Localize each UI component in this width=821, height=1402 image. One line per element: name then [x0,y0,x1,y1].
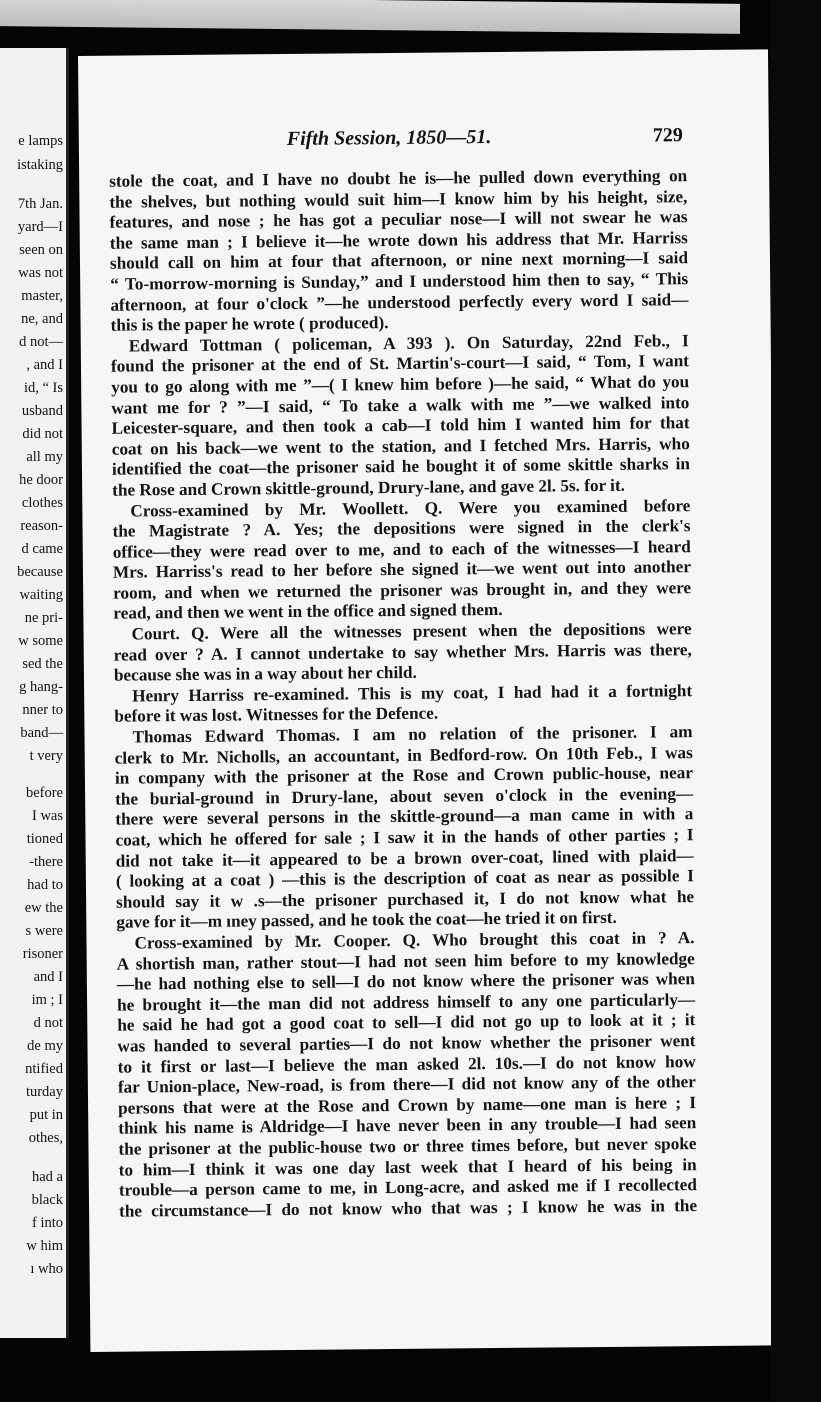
text-line: Leicester-square, and then took a cab—I told him I wanted him for that [111,413,690,438]
page-body [109,166,697,1222]
left-page-line: g hang- [19,679,63,695]
left-page-line: d not— [19,334,63,350]
left-page-line: had a [32,1169,63,1185]
text-line: ( looking at a coat ) —this is the description of coat as near as possible I [115,866,694,891]
left-page-line: all my [26,449,63,465]
left-page-line: black [31,1192,63,1208]
left-page-line: was not [18,265,63,281]
text-line: he said he had got a good coat to sell—I did not go up to look at it ; it [117,1010,696,1036]
text-line: Court. Q. Were all the witnesses present when the depositions were [131,619,692,644]
left-page-line: , and I [26,357,63,373]
left-page-line: reason- [20,518,63,534]
text-line: persons that were at the Rose and Crown by name—one man is here ; I [118,1092,697,1118]
left-page-line: othes, [28,1130,63,1146]
left-page-line: w him [26,1238,63,1254]
text-line: the Magistrate ? A. Yes; the depositions were signed in the clerk's [112,516,691,541]
text-line: should call on him at four that afternoon, or nine next morning—I said [109,248,689,274]
text-line: was handed to several parties—I do not know whether the prisoner went [117,1031,696,1056]
text-line: “ To-morrow-morning is Sunday,” and I understood him then to say, “ This [110,269,689,294]
left-page-line: 7th Jan. [17,196,63,212]
text-line: the Rose and Crown skittle-ground, Drury-lane, and gave 2l. 5s. for it. [112,475,626,500]
left-page-line: ı who [30,1261,63,1277]
text-line: the shelves, but nothing would suit him—I know him by his height, size, [109,186,688,212]
left-page-line: istaking [17,157,63,173]
running-header [79,123,769,150]
left-page-line: -there [29,854,63,870]
text-line: the prisoner at the public-house two or three times before, but never spoke [118,1134,697,1159]
text-line: to it first or last—I believe the man asked 2l. 10s.—I do not know how [117,1051,696,1077]
text-line: read, and then we went in the office and signed them. [113,600,503,624]
left-page-line: yard—I [17,219,63,235]
left-page-line: waiting [19,587,63,603]
text-line: Mrs. Harriss's read to her before she signed it—we went out into another [112,557,692,582]
left-page-line: de my [27,1038,63,1054]
text-line: Thomas Edward Thomas. I am no relation of the prisoner. I am [132,722,693,747]
page-number: 729 [652,124,683,147]
left-page-line: I was [31,808,63,824]
left-page-line: tioned [26,831,63,847]
left-page-line: e lamps [18,133,63,149]
left-page-line: f into [31,1215,63,1231]
left-page-line: ne, and [21,311,63,327]
left-page-line: master, [21,288,63,304]
text-line: features, and nose ; he has got a peculiar nose—I will not swear he was [109,207,688,232]
text-line: think his name is Aldridge—I have never been in any trouble—I had seen [118,1113,697,1138]
text-line: trouble—a person came to me, in Long-acre, and asked me if I recollected [118,1175,697,1200]
text-line: the same man ; I believe it—he wrote down his address that Mr. Harriss [109,227,688,253]
left-page-line: d not [33,1015,63,1031]
text-line: Cross-examined by Mr. Woollett. Q. Were you examined before [130,495,691,521]
left-page-line: put in [29,1107,63,1123]
left-page-line: ew the [24,900,63,916]
text-line: this is the paper he wrote ( produced). [110,313,389,335]
text-line: room, and when we returned the prisoner was brought in, and they were [113,578,692,603]
text-line: the burial-ground in Drury-lane, about seven o'clock in the evening— [115,783,694,809]
left-page-line: sed the [22,656,63,672]
text-line: did not take it—it appeared to be a brown over-coat, lined with plaid— [115,845,694,871]
left-page-line: usband [21,403,63,419]
text-line: identified the coat—the prisoner said he bought it of some skittle sharks in [111,454,691,480]
text-line: before it was lost. Witnesses for the Defence. [114,704,439,727]
text-line: he brought it—the man did not address himself to any one particularly— [117,989,696,1015]
right-page [78,49,780,1352]
left-page-line: band— [20,725,63,741]
text-line: found the prisoner at the end of St. Martin's-court—I said, “ Tom, I want [110,351,690,377]
text-line: should say it w .s—the prisoner purchased it, I do not know what he [116,886,695,912]
text-line: Henry Harriss re-examined. This is my coat, I had had it a fortnight [132,680,693,706]
left-page-line: risoner [22,946,63,962]
text-line: coat, which he offered for sale ; I saw it in the hands of other parties ; I [115,825,694,850]
text-line: clerk to Mr. Nicholls, an accountant, in Bedford-row. On 10th Feb., I was [114,742,693,768]
left-page-line: ntified [25,1061,63,1077]
text-line: afternoon, at four o'clock ”—he understood perfectly every word I said— [110,289,689,315]
left-page-line: had to [27,877,63,893]
text-line: Edward Tottman ( policeman, A 393 ). On Saturday, 22nd Feb., I [128,330,689,356]
text-line: to him—I think it was one day last week that I heard of his being in [118,1154,697,1180]
text-line: —he had nothing else to sell—I do not know where the prisoner was when [116,969,695,994]
text-line: you to go along with me ”—( I knew him before )—he said, “ What do you [111,372,690,397]
left-page-line: nner to [22,702,63,718]
left-page-line: w some [18,633,63,649]
left-page-line: seen on [19,242,63,258]
left-page-line: d came [21,541,63,557]
left-page-line: turday [25,1084,63,1100]
left-page-line: t very [29,748,63,764]
text-line: in company with the prisoner at the Rose and Crown public-house, near [114,763,694,788]
left-page-line: clothes [21,495,63,511]
text-line: read over ? A. I cannot undertake to say whether Mrs. Harris was there, [113,639,692,665]
text-line: stole the coat, and I have no doubt he is—he pulled down everything on [109,166,688,191]
left-page-line: he door [19,472,63,488]
left-page-line: s were [25,923,63,939]
left-page-line: before [25,785,63,801]
session-title: Fifth Session, 1850—51. [286,126,492,150]
text-line: A shortish man, rather stout—I had not seen him before to my knowledge [116,948,695,974]
text-line: Cross-examined by Mr. Cooper. Q. Who brought this coat in ? A. [134,928,695,953]
text-line: because she was in a way about her child. [113,663,417,685]
left-page-line: because [17,564,63,580]
text-line: gave for it—m ıney passed, and he took the coat—he tried it on first. [116,908,617,933]
text-line: office—they were read over to me, and to each of the witnesses—I heard [112,536,691,562]
text-line: the circumstance—I do not know who that was ; I know he was in the [118,1195,698,1221]
text-line: there were several persons in the skittle-ground—a man came in with a [115,804,694,830]
scanner-background [771,0,821,1402]
left-page-line: ne pri- [24,610,63,626]
book-edge-strip [0,0,740,34]
text-line: coat on his back—we went to the station, and I fetched Mrs. Harris, who [111,433,690,459]
left-page-fragment [0,48,69,1338]
left-page-line: id, “ Is [23,380,63,396]
left-page-line: im ; I [31,992,63,1008]
text-line: far Union-place, New-road, is from there—I did not know any of the other [117,1072,696,1097]
left-page-line: did not [22,426,63,442]
left-page-line: and I [33,969,63,985]
text-line: want me for ? ”—I said, “ To take a walk with me ”—we walked into [111,392,690,418]
